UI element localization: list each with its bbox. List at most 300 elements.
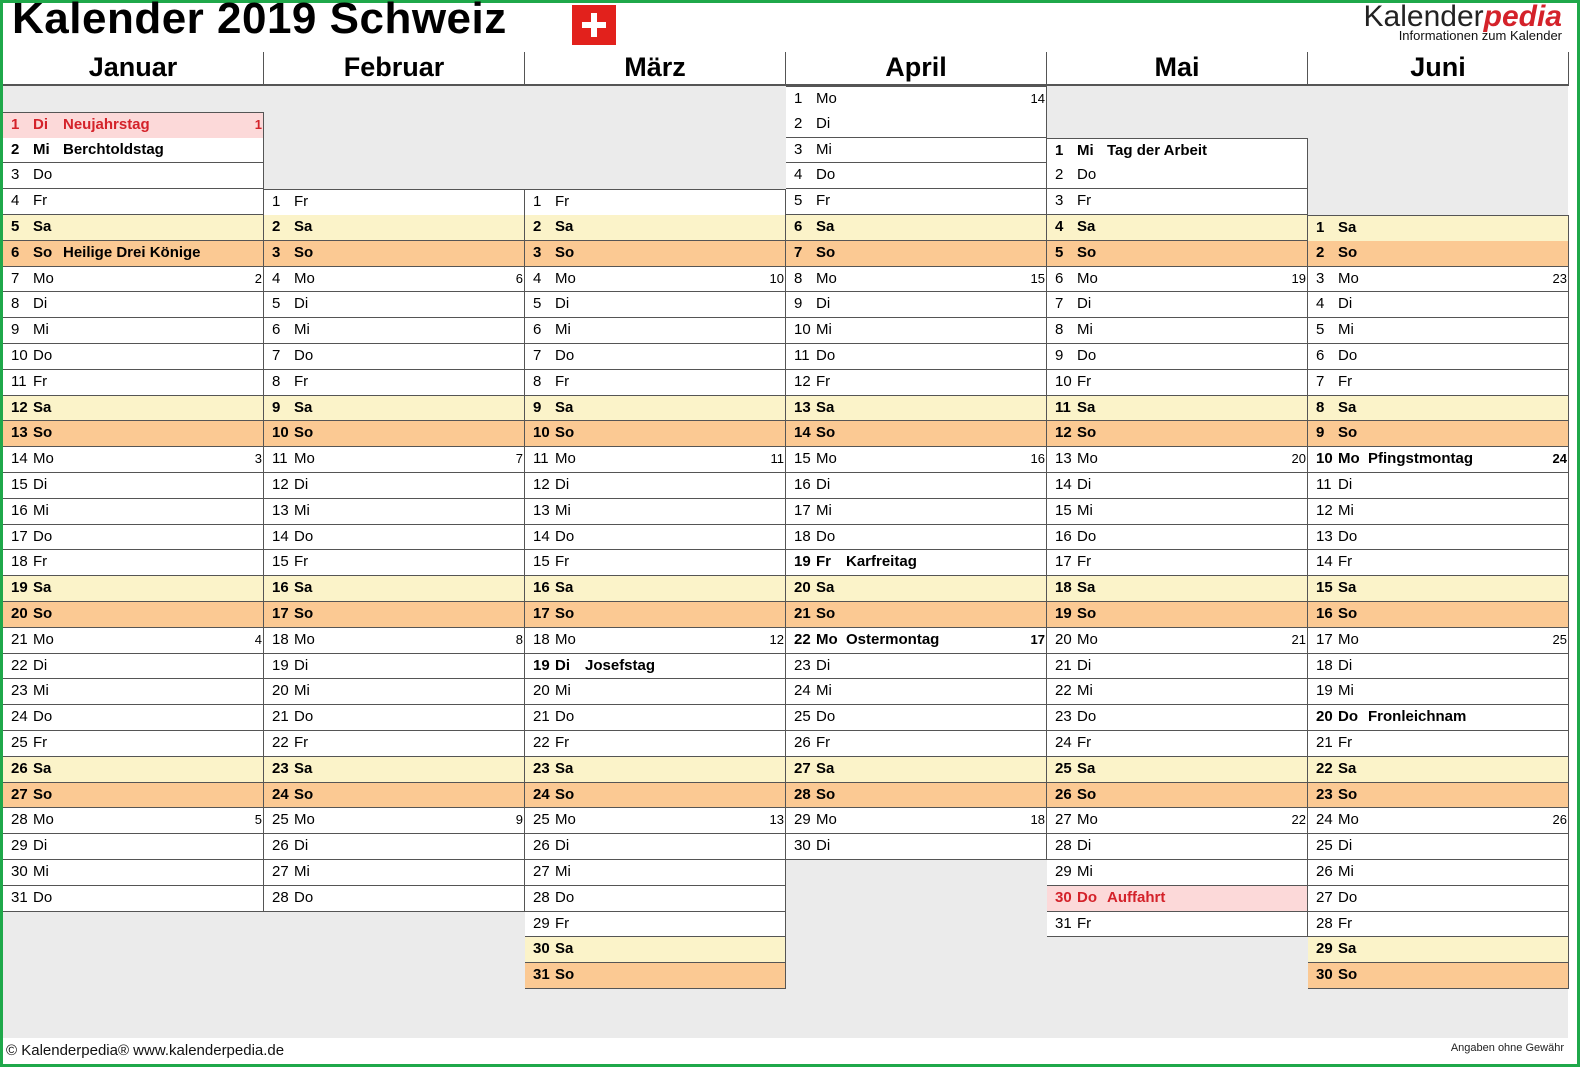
weekday-label: Di	[1338, 476, 1353, 493]
day-row	[3, 834, 264, 860]
weekday-label: So	[294, 605, 314, 622]
weekday-label: Di	[33, 476, 48, 493]
day-row	[264, 241, 525, 267]
day-number: 26	[272, 837, 289, 855]
weekday-label: Do	[33, 708, 53, 726]
day-number: 23	[533, 759, 550, 777]
day-row	[1047, 731, 1308, 757]
weekday-label: Mi	[1338, 682, 1354, 700]
week-number: 13	[769, 812, 784, 828]
day-number: 30	[533, 940, 550, 958]
weekday-label: Sa	[555, 218, 574, 235]
day-number: 22	[272, 734, 289, 751]
day-number: 14	[1055, 476, 1072, 493]
day-number: 8	[1316, 398, 1325, 416]
day-number: 28	[794, 785, 811, 803]
weekday-label: Do	[816, 527, 836, 545]
day-row	[264, 215, 525, 241]
weekday-label: Mo	[1338, 450, 1360, 468]
weekday-label: So	[816, 605, 836, 622]
day-row	[3, 886, 264, 912]
day-number: 4	[11, 192, 20, 210]
weekday-label: Mi	[294, 863, 310, 880]
day-number: 12	[1316, 501, 1333, 519]
week-number: 20	[1291, 451, 1306, 467]
day-number: 5	[1316, 321, 1325, 339]
day-number: 26	[1316, 863, 1333, 880]
day-row	[1308, 886, 1569, 912]
weekday-label: Di	[816, 837, 831, 855]
weekday-label: So	[1077, 785, 1097, 803]
day-row	[525, 344, 786, 370]
day-number: 20	[11, 605, 28, 622]
day-row	[3, 499, 264, 525]
weekday-label: Mi	[33, 863, 49, 880]
day-row	[1047, 628, 1308, 654]
day-number: 2	[533, 218, 542, 235]
day-number: 11	[272, 450, 288, 468]
day-row	[3, 550, 264, 576]
day-number: 11	[1055, 398, 1071, 416]
day-row	[264, 344, 525, 370]
day-number: 23	[1055, 708, 1072, 726]
day-row	[786, 447, 1047, 473]
day-number: 19	[794, 553, 811, 571]
day-number: 4	[533, 269, 542, 287]
weekday-label: Mo	[33, 450, 54, 468]
weekday-label: So	[1338, 424, 1358, 442]
weekday-label: Mi	[294, 321, 310, 339]
day-number: 18	[794, 527, 811, 545]
day-number: 19	[272, 656, 289, 674]
weekday-label: So	[1338, 605, 1358, 622]
month-column-1	[264, 52, 525, 1038]
weekday-label: Do	[1338, 708, 1358, 726]
day-row	[1308, 963, 1569, 989]
weekday-label: Fr	[816, 734, 831, 751]
weekday-label: Mo	[555, 811, 576, 829]
weekday-label: Sa	[1077, 579, 1096, 597]
day-row	[525, 602, 786, 628]
day-row	[525, 215, 786, 241]
day-number: 9	[533, 398, 542, 416]
day-row	[3, 654, 264, 680]
day-number: 7	[272, 347, 281, 364]
day-number: 2	[272, 218, 281, 235]
day-row	[264, 886, 525, 912]
day-row	[1308, 654, 1569, 680]
day-number: 27	[272, 863, 289, 880]
day-row	[1047, 163, 1308, 189]
weekday-label: So	[555, 966, 575, 984]
day-number: 11	[794, 347, 810, 364]
day-number: 10	[794, 321, 811, 339]
day-row	[1308, 834, 1569, 860]
page-title: Kalender 2019 Schweiz	[12, 0, 507, 43]
day-row	[786, 138, 1047, 164]
day-row	[3, 628, 264, 654]
day-row	[3, 241, 264, 267]
day-number: 19	[1055, 605, 1072, 622]
day-number: 15	[794, 450, 811, 468]
weekday-label: So	[1077, 424, 1097, 442]
weekday-label: Do	[33, 166, 53, 184]
day-row	[525, 783, 786, 809]
day-row	[1308, 731, 1569, 757]
weekday-label: Mi	[33, 501, 49, 519]
weekday-label: Fr	[1077, 372, 1092, 390]
day-row	[3, 757, 264, 783]
weekday-label: Do	[33, 347, 53, 364]
weekday-label: Mi	[1338, 501, 1354, 519]
day-number: 27	[1055, 811, 1072, 829]
weekday-label: Mo	[1077, 450, 1098, 468]
day-number: 14	[533, 527, 550, 545]
weekday-label: Di	[555, 476, 570, 493]
weekday-label: Sa	[816, 398, 835, 416]
weekday-label: Mi	[816, 501, 832, 519]
weekday-label: Do	[294, 527, 314, 545]
holiday-label: Ostermontag	[846, 630, 940, 648]
weekday-label: Mo	[33, 630, 54, 648]
week-number: 17	[1030, 631, 1045, 647]
weekday-label: Di	[1077, 476, 1092, 493]
day-row	[1308, 421, 1569, 447]
day-number: 14	[272, 527, 289, 545]
day-row	[1047, 576, 1308, 602]
day-row	[525, 628, 786, 654]
day-number: 14	[11, 450, 28, 468]
weekday-label: Di	[33, 656, 48, 674]
day-row	[1308, 912, 1569, 938]
day-number: 29	[11, 837, 28, 855]
day-number: 30	[794, 837, 811, 855]
day-number: 15	[272, 553, 289, 571]
week-number: 1	[254, 116, 262, 132]
weekday-label: Fr	[555, 372, 570, 390]
day-row	[1308, 396, 1569, 422]
day-row	[3, 396, 264, 422]
weekday-label: Mo	[555, 630, 576, 648]
day-row	[264, 783, 525, 809]
day-row	[1047, 267, 1308, 293]
week-number: 5	[254, 812, 262, 828]
month-header: Juni	[1308, 52, 1569, 86]
day-row	[1308, 215, 1569, 242]
day-row	[1047, 525, 1308, 551]
footer-disclaimer: Angaben ohne Gewähr	[1450, 1042, 1564, 1054]
day-number: 17	[1055, 553, 1072, 571]
weekday-label: Sa	[1338, 940, 1357, 958]
day-number: 27	[1316, 888, 1333, 906]
day-row	[525, 550, 786, 576]
day-number: 24	[533, 785, 550, 803]
day-number: 17	[272, 605, 289, 622]
day-row	[1047, 421, 1308, 447]
weekday-label: Sa	[33, 579, 52, 597]
day-number: 25	[794, 708, 811, 726]
weekday-label: So	[1338, 966, 1358, 984]
weekday-label: Mo	[1338, 630, 1359, 648]
day-number: 23	[272, 759, 289, 777]
day-row	[786, 783, 1047, 809]
weekday-label: Mi	[33, 140, 50, 158]
day-number: 11	[11, 372, 27, 390]
day-row	[264, 834, 525, 860]
day-number: 17	[794, 501, 811, 519]
weekday-label: Sa	[555, 579, 574, 597]
weekday-label: Mi	[1077, 682, 1093, 700]
weekday-label: So	[816, 243, 836, 261]
weekday-label: Do	[294, 888, 314, 906]
day-row	[264, 550, 525, 576]
weekday-label: Fr	[1338, 914, 1353, 932]
holiday-label: Heilige Drei Könige	[63, 243, 201, 261]
day-row	[1047, 241, 1308, 267]
weekday-label: Do	[33, 888, 53, 906]
day-row	[1308, 525, 1569, 551]
weekday-label: Do	[294, 347, 314, 364]
day-row	[1308, 499, 1569, 525]
day-row	[786, 267, 1047, 293]
day-number: 25	[1055, 759, 1072, 777]
weekday-label: Di	[1077, 837, 1092, 855]
weekday-label: Mi	[816, 682, 832, 700]
weekday-label: Mo	[555, 269, 576, 287]
footer-copyright: © Kalenderpedia® www.kalenderpedia.de	[6, 1042, 285, 1059]
day-number: 3	[794, 140, 803, 158]
weekday-label: Do	[816, 347, 836, 364]
day-row	[3, 292, 264, 318]
day-row	[1047, 757, 1308, 783]
weekday-label: So	[33, 424, 53, 442]
brand-name-accent: pedia	[1483, 0, 1562, 33]
week-number: 15	[1030, 270, 1045, 286]
day-number: 4	[1055, 218, 1064, 235]
day-number: 29	[1055, 863, 1072, 880]
weekday-label: Mo	[1338, 269, 1359, 287]
day-row	[3, 344, 264, 370]
weekday-label: Sa	[1077, 759, 1096, 777]
day-row	[264, 189, 525, 216]
weekday-label: Di	[816, 656, 831, 674]
day-number: 10	[1316, 450, 1333, 468]
weekday-label: Mi	[1338, 863, 1354, 880]
day-row	[786, 679, 1047, 705]
weekday-label: Mo	[555, 450, 576, 468]
day-row	[3, 576, 264, 602]
day-number: 9	[272, 398, 281, 416]
weekday-label: Mi	[33, 682, 49, 700]
day-number: 30	[1055, 888, 1072, 906]
day-number: 12	[533, 476, 550, 493]
holiday-label: Berchtoldstag	[63, 140, 164, 158]
day-number: 23	[11, 682, 28, 700]
holiday-label: Fronleichnam	[1368, 708, 1467, 726]
weekday-label: Fr	[33, 372, 48, 390]
day-number: 21	[11, 630, 28, 648]
weekday-label: Mo	[294, 450, 315, 468]
day-row	[1047, 499, 1308, 525]
weekday-label: Mo	[294, 811, 315, 829]
week-number: 12	[769, 631, 784, 647]
weekday-label: Fr	[294, 553, 309, 571]
weekday-label: Mo	[816, 811, 837, 829]
day-number: 25	[11, 734, 28, 751]
weekday-label: Do	[294, 708, 314, 726]
day-number: 26	[1055, 785, 1072, 803]
weekday-label: So	[294, 785, 314, 803]
day-row	[786, 654, 1047, 680]
day-row	[525, 886, 786, 912]
day-number: 13	[794, 398, 811, 416]
day-row	[525, 447, 786, 473]
weekday-label: Do	[33, 527, 53, 545]
week-number: 4	[254, 631, 262, 647]
weekday-label: Do	[816, 708, 836, 726]
day-number: 31	[1055, 914, 1072, 932]
weekday-label: So	[555, 605, 575, 622]
weekday-label: Fr	[1077, 734, 1092, 751]
day-row	[264, 705, 525, 731]
weekday-label: Mi	[555, 321, 571, 339]
day-number: 14	[1316, 553, 1333, 571]
day-row	[264, 654, 525, 680]
weekday-label: Mi	[1077, 501, 1093, 519]
day-row	[786, 86, 1047, 113]
weekday-label: Di	[816, 114, 831, 132]
day-row	[1308, 628, 1569, 654]
day-number: 21	[1055, 656, 1072, 674]
weekday-label: Di	[33, 295, 48, 313]
day-row	[786, 499, 1047, 525]
weekday-label: So	[1077, 605, 1097, 622]
day-number: 7	[1316, 372, 1325, 390]
day-row	[1047, 679, 1308, 705]
day-number: 17	[1316, 630, 1333, 648]
day-row	[1308, 937, 1569, 963]
day-row	[264, 731, 525, 757]
day-number: 6	[272, 321, 281, 339]
day-row	[786, 370, 1047, 396]
day-number: 18	[1055, 579, 1072, 597]
day-row	[525, 963, 786, 989]
day-number: 11	[1316, 476, 1332, 493]
month-column-3	[786, 52, 1047, 1038]
week-number: 7	[515, 451, 523, 467]
weekday-label: Do	[1338, 527, 1358, 545]
day-number: 18	[272, 630, 289, 648]
day-row	[525, 370, 786, 396]
day-number: 7	[1055, 295, 1064, 313]
day-number: 6	[1055, 269, 1064, 287]
day-number: 21	[272, 708, 289, 726]
week-number: 23	[1552, 270, 1567, 286]
day-row	[525, 473, 786, 499]
day-number: 17	[533, 605, 550, 622]
day-row	[3, 112, 264, 139]
day-number: 22	[1055, 682, 1072, 700]
day-number: 5	[272, 295, 281, 313]
day-number: 29	[794, 811, 811, 829]
swiss-flag-icon	[572, 5, 616, 45]
weekday-label: Mi	[294, 501, 310, 519]
day-number: 16	[1316, 605, 1333, 622]
day-row	[264, 808, 525, 834]
day-number: 24	[1316, 811, 1333, 829]
day-number: 6	[533, 321, 542, 339]
day-number: 24	[272, 785, 289, 803]
day-row	[1308, 318, 1569, 344]
day-row	[786, 757, 1047, 783]
day-row	[264, 396, 525, 422]
day-row	[1047, 834, 1308, 860]
day-number: 8	[1055, 321, 1064, 339]
weekday-label: Di	[816, 295, 831, 313]
day-number: 5	[11, 218, 20, 235]
day-number: 29	[1316, 940, 1333, 958]
weekday-label: So	[1077, 243, 1097, 261]
weekday-label: So	[555, 243, 575, 261]
day-number: 13	[1055, 450, 1072, 468]
day-number: 10	[533, 424, 550, 442]
day-row	[525, 189, 786, 216]
month-header: April	[786, 52, 1047, 86]
day-row	[525, 654, 786, 680]
day-row	[264, 447, 525, 473]
day-row	[1047, 654, 1308, 680]
day-number: 18	[1316, 656, 1333, 674]
day-row	[786, 241, 1047, 267]
month-column-4	[1047, 52, 1308, 1038]
weekday-label: Sa	[1077, 398, 1096, 416]
weekday-label: So	[1338, 243, 1358, 261]
month-header: Januar	[3, 52, 264, 86]
weekday-label: So	[555, 785, 575, 803]
day-row	[264, 499, 525, 525]
day-number: 30	[1316, 966, 1333, 984]
day-row	[1308, 679, 1569, 705]
day-number: 4	[272, 269, 281, 287]
day-row	[1308, 860, 1569, 886]
weekday-label: Mi	[555, 863, 571, 880]
weekday-label: Mi	[294, 682, 310, 700]
weekday-label: Sa	[1338, 759, 1357, 777]
weekday-label: Do	[1077, 527, 1097, 545]
month-header: Mai	[1047, 52, 1308, 86]
day-number: 6	[1316, 347, 1325, 364]
day-row	[1308, 550, 1569, 576]
day-row	[3, 267, 264, 293]
day-row	[525, 937, 786, 963]
day-row	[264, 679, 525, 705]
day-row	[525, 499, 786, 525]
weekday-label: Fr	[555, 914, 570, 932]
day-number: 6	[794, 218, 803, 235]
day-number: 13	[11, 424, 28, 442]
day-row	[525, 705, 786, 731]
day-row	[1047, 396, 1308, 422]
day-row	[525, 241, 786, 267]
week-number: 14	[1030, 91, 1045, 106]
weekday-label: So	[294, 424, 314, 442]
day-row	[525, 396, 786, 422]
day-row	[264, 370, 525, 396]
day-number: 25	[272, 811, 289, 829]
weekday-label: Fr	[1338, 553, 1353, 571]
weekday-label: So	[33, 605, 53, 622]
day-row	[264, 292, 525, 318]
